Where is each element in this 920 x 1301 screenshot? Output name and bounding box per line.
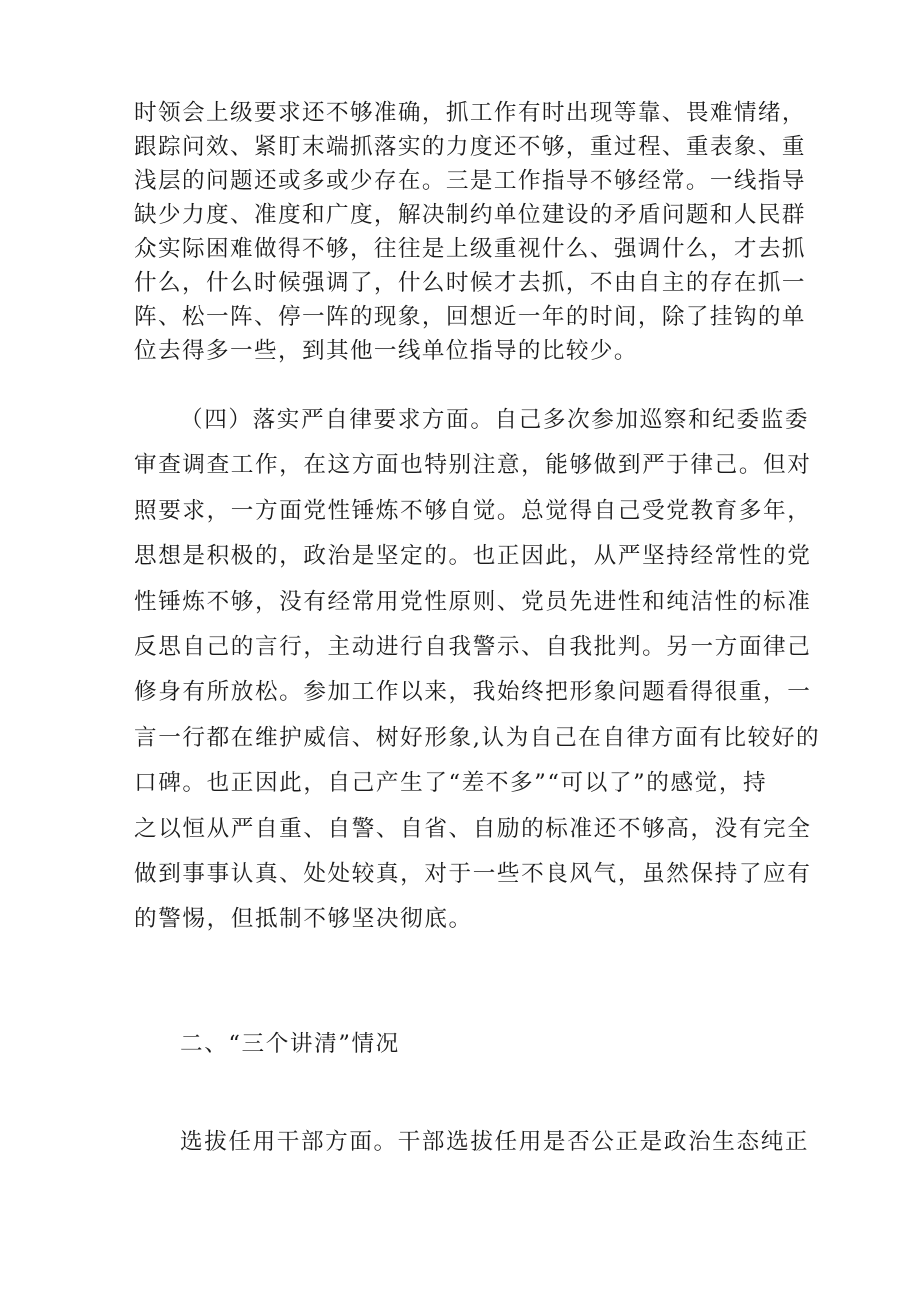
section-heading <box>134 1022 790 1067</box>
paragraph-line: 位去得多一些，到其他一线单位指导的比较少。 <box>134 338 638 364</box>
cadre-selection-paragraph <box>134 1120 810 1165</box>
paragraph-line: 缺少力度、准度和广度，解决制约单位建设的矛盾问题和人民群 <box>134 202 806 228</box>
paragraph-line: 思想是积极的，政治是坚定的。也正因此，从严坚持经常性的党 <box>134 543 812 570</box>
paragraph-line: 什么，什么时候强调了，什么时候才去抓，不由自主的存在抓一 <box>134 270 806 296</box>
paragraph-line: 口碑。也正因此，自己产生了“差不多”“可以了”的感觉，持 <box>134 770 768 797</box>
heading-text: 二、“三个讲清”情况 <box>180 1031 400 1057</box>
section-four-paragraph <box>134 398 821 943</box>
paragraph-line: 跟踪问效、紧盯末端抓落实的力度还不够，重过程、重表象、重 <box>134 134 806 160</box>
paragraph-line: 修身有所放松。参加工作以来，我始终把形象问题看得很重，一 <box>134 679 812 706</box>
paragraph-line: 时领会上级要求还不够准确，抓工作有时出现等靠、畏难情绪， <box>134 100 806 126</box>
paragraph-line: 选拔任用干部方面。干部选拔任用是否公正是政治生态纯正 <box>180 1129 810 1155</box>
paragraph-line: 阵、松一阵、停一阵的现象，回想近一年的时间，除了挂钩的单 <box>134 304 806 330</box>
paragraph-line: 照要求，一方面党性锤炼不够自觉。总觉得自己受党教育多年， <box>134 497 812 524</box>
paragraph-line: 浅层的问题还或多或少存在。三是工作指导不够经常。一线指导 <box>134 168 806 194</box>
paragraph-line: 言一行都在维护威信、树好形象,认为自己在自律方面有比较好的 <box>134 724 821 751</box>
paragraph-line: 做到事事认真、处处较真，对于一些不良风气，虽然保持了应有 <box>134 861 812 888</box>
paragraph-line: 众实际困难做得不够，往往是上级重视什么、强调什么，才去抓 <box>134 236 806 262</box>
paragraph-line: 性锤炼不够，没有经常用党性原则、党员先进性和纯洁性的标准 <box>134 588 812 615</box>
paragraph-line: 反思自己的言行，主动进行自我警示、自我批判。另一方面律己 <box>134 634 812 661</box>
paragraph-line: 之以恒从严自重、自警、自省、自励的标准还不够高，没有完全 <box>134 815 812 842</box>
paragraph-line: （四）落实严自律要求方面。自己多次参加巡察和纪委监委 <box>180 407 810 433</box>
paragraph-line: 的警惕，但抵制不够坚决彻底。 <box>134 906 473 933</box>
continued-paragraph <box>134 96 806 368</box>
paragraph-line: 审查调查工作，在这方面也特别注意，能够做到严于律己。但对 <box>134 452 812 479</box>
